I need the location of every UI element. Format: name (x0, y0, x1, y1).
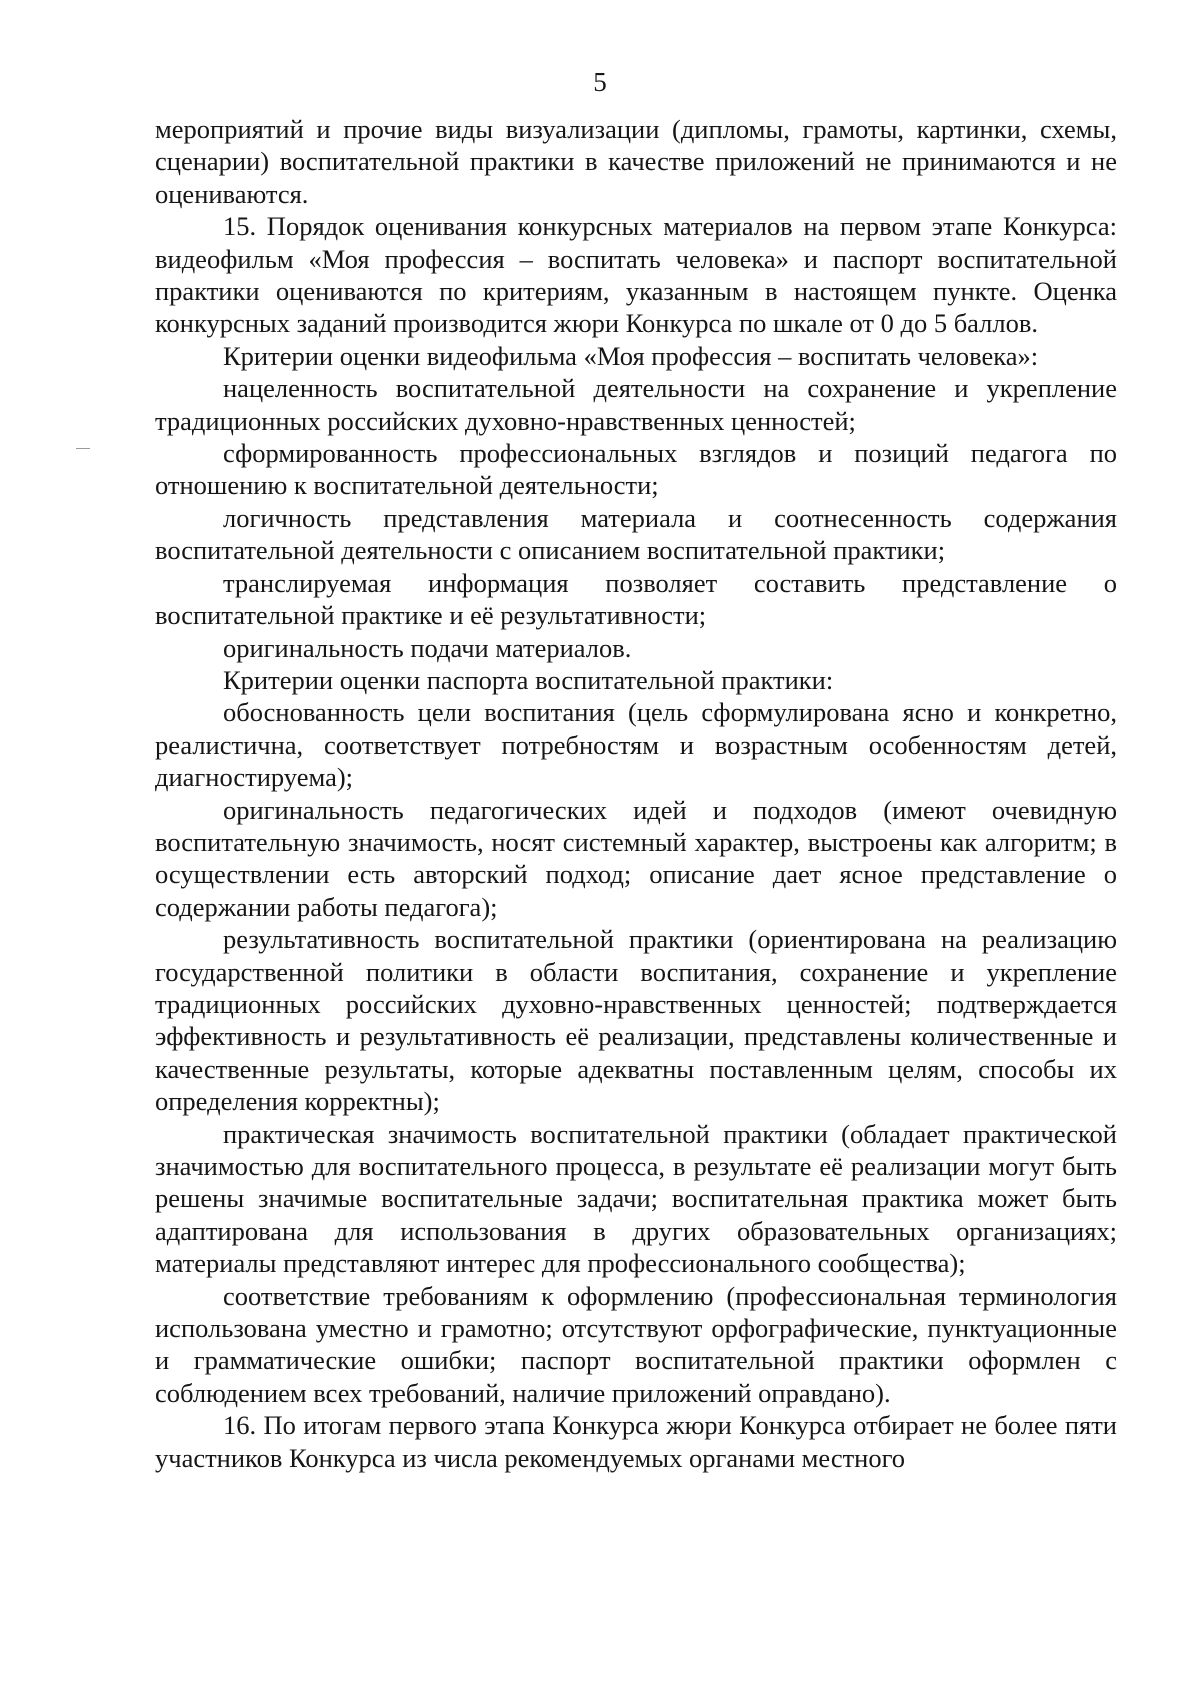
paragraph-video-criterion: оригинальность подачи материалов. (223, 632, 632, 663)
scan-margin-mark (76, 448, 90, 449)
paragraph-passport-criterion: практическая значимость воспитательной практики (обладает практической значимостью для воспитательного процесса, в результате её реализации могут быть решены значимые воспитательные задачи; воспитательная практика может быть адаптирована для использования в других образовательных организациях; материалы представляют интерес для профессионального сообщества); (155, 1118, 1117, 1279)
paragraph-video-criterion: нацеленность воспитательной деятельности на сохранение и укрепление традиционных российских духовно-нравственных ценностей; (155, 373, 1117, 436)
paragraph-passport-criteria-heading: Критерии оценки паспорта воспитательной практики: (223, 664, 834, 695)
paragraph-video-criterion: транслируемая информация позволяет составить представление о воспитательной практике и её результативности; (155, 567, 1117, 631)
page-number: 5 (593, 67, 607, 97)
paragraph-item-16: 16. По итогам первого этапа Конкурса жюри Конкурса отбирает не более пяти участников Конкурса из числа рекомендуемых органами местного (155, 1410, 1117, 1473)
paragraph-video-criterion: сформированность профессиональных взглядов и позиций педагога по отношению к воспитательной деятельности; (155, 438, 1117, 501)
document-body (155, 113, 1117, 1474)
paragraph-video-criterion: логичность представления материала и соотнесенность содержания воспитательной деятельности с описанием воспитательной практики; (155, 502, 1117, 566)
paragraph-passport-criterion: результативность воспитательной практики (ориентирована на реализацию государственной политики в области воспитания, сохранение и укрепление традиционных российских духовно-нравственных ценностей; подтверждается эффективность и результативность её реализации, представлены количественные и качественные результаты, которые адекватны поставленным целям, способы их определения корректны); (155, 924, 1117, 1117)
paragraph-passport-criterion: соответствие требованиям к оформлению (профессиональная терминология использована уместно и грамотно; отсутствуют орфографические, пунктуационные и грамматические ошибки; паспорт воспитательной практики оформлен с соблюдением всех требований, наличие приложений оправдано). (155, 1280, 1117, 1408)
paragraph-passport-criterion: оригинальность педагогических идей и подходов (имеют очевидную воспитательную значимость, носят системный характер, выстроены как алгоритм; в осуществлении есть авторский подход; описание дает ясное представление о содержании работы педагога); (155, 794, 1117, 922)
paragraph-passport-criterion: обоснованность цели воспитания (цель сформулирована ясно и конкретно, реалистична, соответствует потребностям и возрастным особенностям детей, диагностируема); (155, 697, 1117, 793)
paragraph-video-criteria-heading: Критерии оценки видеофильма «Моя профессия – воспитать человека»: (223, 340, 1039, 371)
paragraph-item-15: 15. Порядок оценивания конкурсных материалов на первом этапе Конкурса: видеофильм «Моя профессия – воспитать человека» и паспорт воспитательной практики оцениваются по критериям, указанным в настоящем пункте. Оценка конкурсных заданий производится жюри Конкурса по шкале от 0 до 5 баллов. (155, 211, 1117, 339)
paragraph-continuation: мероприятий и прочие виды визуализации (дипломы, грамоты, картинки, схемы, сценарии) воспитательной практики в качестве приложений не принимаются и не оцениваются. (155, 114, 1117, 209)
